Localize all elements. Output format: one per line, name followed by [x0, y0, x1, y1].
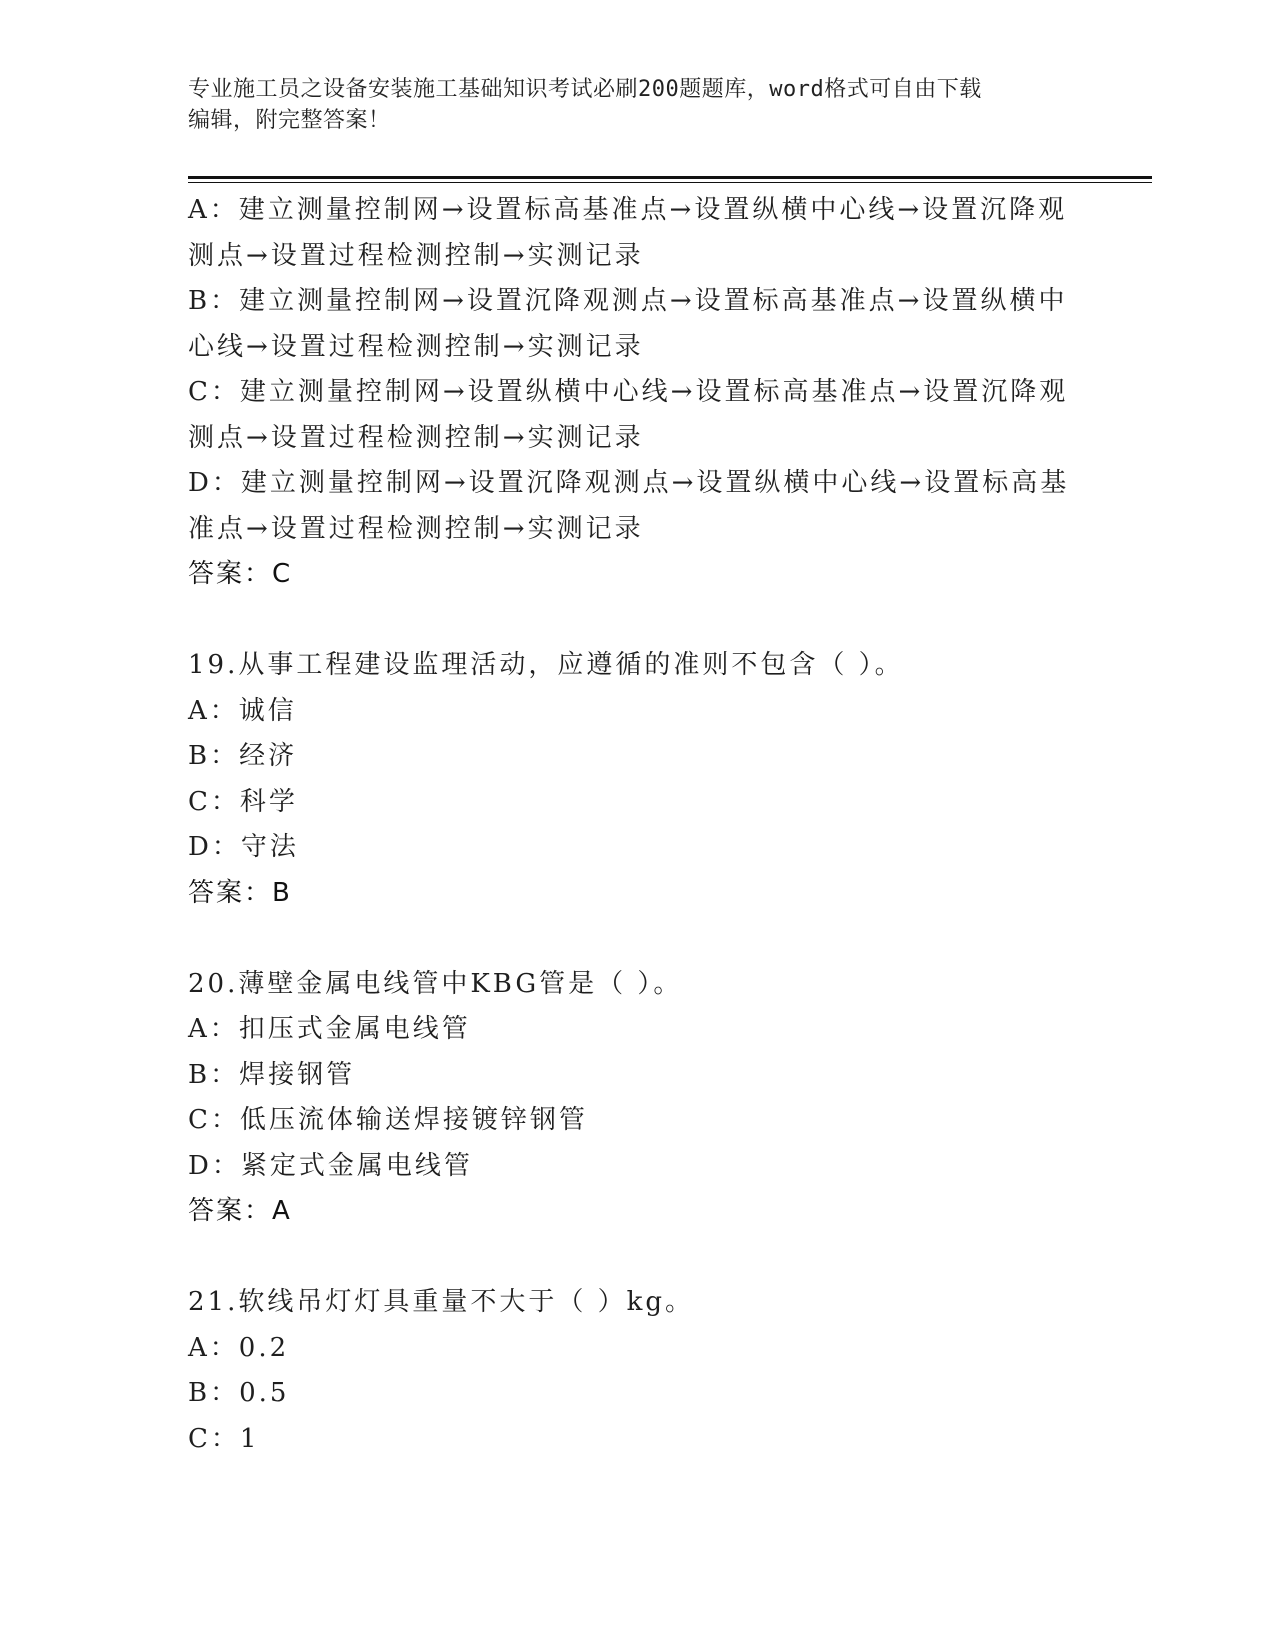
- q19-option-d: D：守法: [188, 832, 299, 862]
- q18-option-d-line-2: 准点→设置过程检测控制→实测记录: [188, 513, 644, 544]
- spacer: [188, 916, 1078, 962]
- q18-option-c-line-2: 测点→设置过程检测控制→实测记录: [188, 422, 644, 453]
- question-18-block: [188, 188, 1078, 598]
- header-divider-thick: [188, 176, 1152, 179]
- q18-answer: 答案：C: [188, 559, 293, 589]
- document-header: [188, 74, 1068, 136]
- q18-option-b-line-2: 心线→设置过程检测控制→实测记录: [188, 331, 644, 362]
- q20-option-c: C：低压流体输送焊接镀锌钢管: [188, 1105, 588, 1135]
- q20-option-b: B：焊接钢管: [188, 1059, 356, 1090]
- q21-option-c: C：1: [188, 1423, 260, 1454]
- q19-answer: 答案：B: [188, 877, 292, 908]
- document-body: [188, 188, 1078, 1462]
- question-20-block: [188, 962, 1078, 1235]
- header-divider-thin: [188, 182, 1152, 183]
- q21-question: 21.软线吊灯灯具重量不大于（ ）kg。: [188, 1287, 695, 1317]
- q18-option-d-line-1: D：建立测量控制网→设置沉降观测点→设置纵横中心线→设置标高基: [188, 468, 1070, 498]
- q19-option-c: C：科学: [188, 786, 298, 817]
- question-21-block: [188, 1280, 1078, 1462]
- header-title-line-1: 专业施工员之设备安装施工基础知识考试必刷200题题库，word格式可自由下载: [188, 77, 982, 102]
- q20-option-a: A：扣压式金属电线管: [188, 1014, 471, 1044]
- q18-option-c-line-1: C：建立测量控制网→设置纵横中心线→设置标高基准点→设置沉降观: [188, 377, 1069, 407]
- q18-option-b-line-1: B：建立测量控制网→设置沉降观测点→设置标高基准点→设置纵横中: [188, 286, 1068, 316]
- header-title-line-2: 编辑，附完整答案！: [188, 108, 391, 133]
- spacer: [188, 598, 1078, 644]
- q18-option-a-line-1: A：建立测量控制网→设置标高基准点→设置纵横中心线→设置沉降观: [188, 195, 1068, 225]
- q20-question: 20.薄壁金属电线管中KBG管是（ ）。: [188, 968, 683, 999]
- question-19-block: [188, 643, 1078, 916]
- q21-option-b: B：0.5: [188, 1378, 290, 1408]
- q20-answer: 答案：A: [188, 1196, 292, 1226]
- spacer: [188, 1235, 1078, 1281]
- q19-option-b: B：经济: [188, 741, 298, 771]
- q20-option-d: D：紧定式金属电线管: [188, 1150, 473, 1181]
- q19-question: 19.从事工程建设监理活动，应遵循的准则不包含（ ）。: [188, 650, 904, 680]
- q18-option-a-line-2: 测点→设置过程检测控制→实测记录: [188, 240, 644, 271]
- q21-option-a: A：0.2: [188, 1332, 290, 1363]
- q19-option-a: A：诚信: [188, 695, 297, 726]
